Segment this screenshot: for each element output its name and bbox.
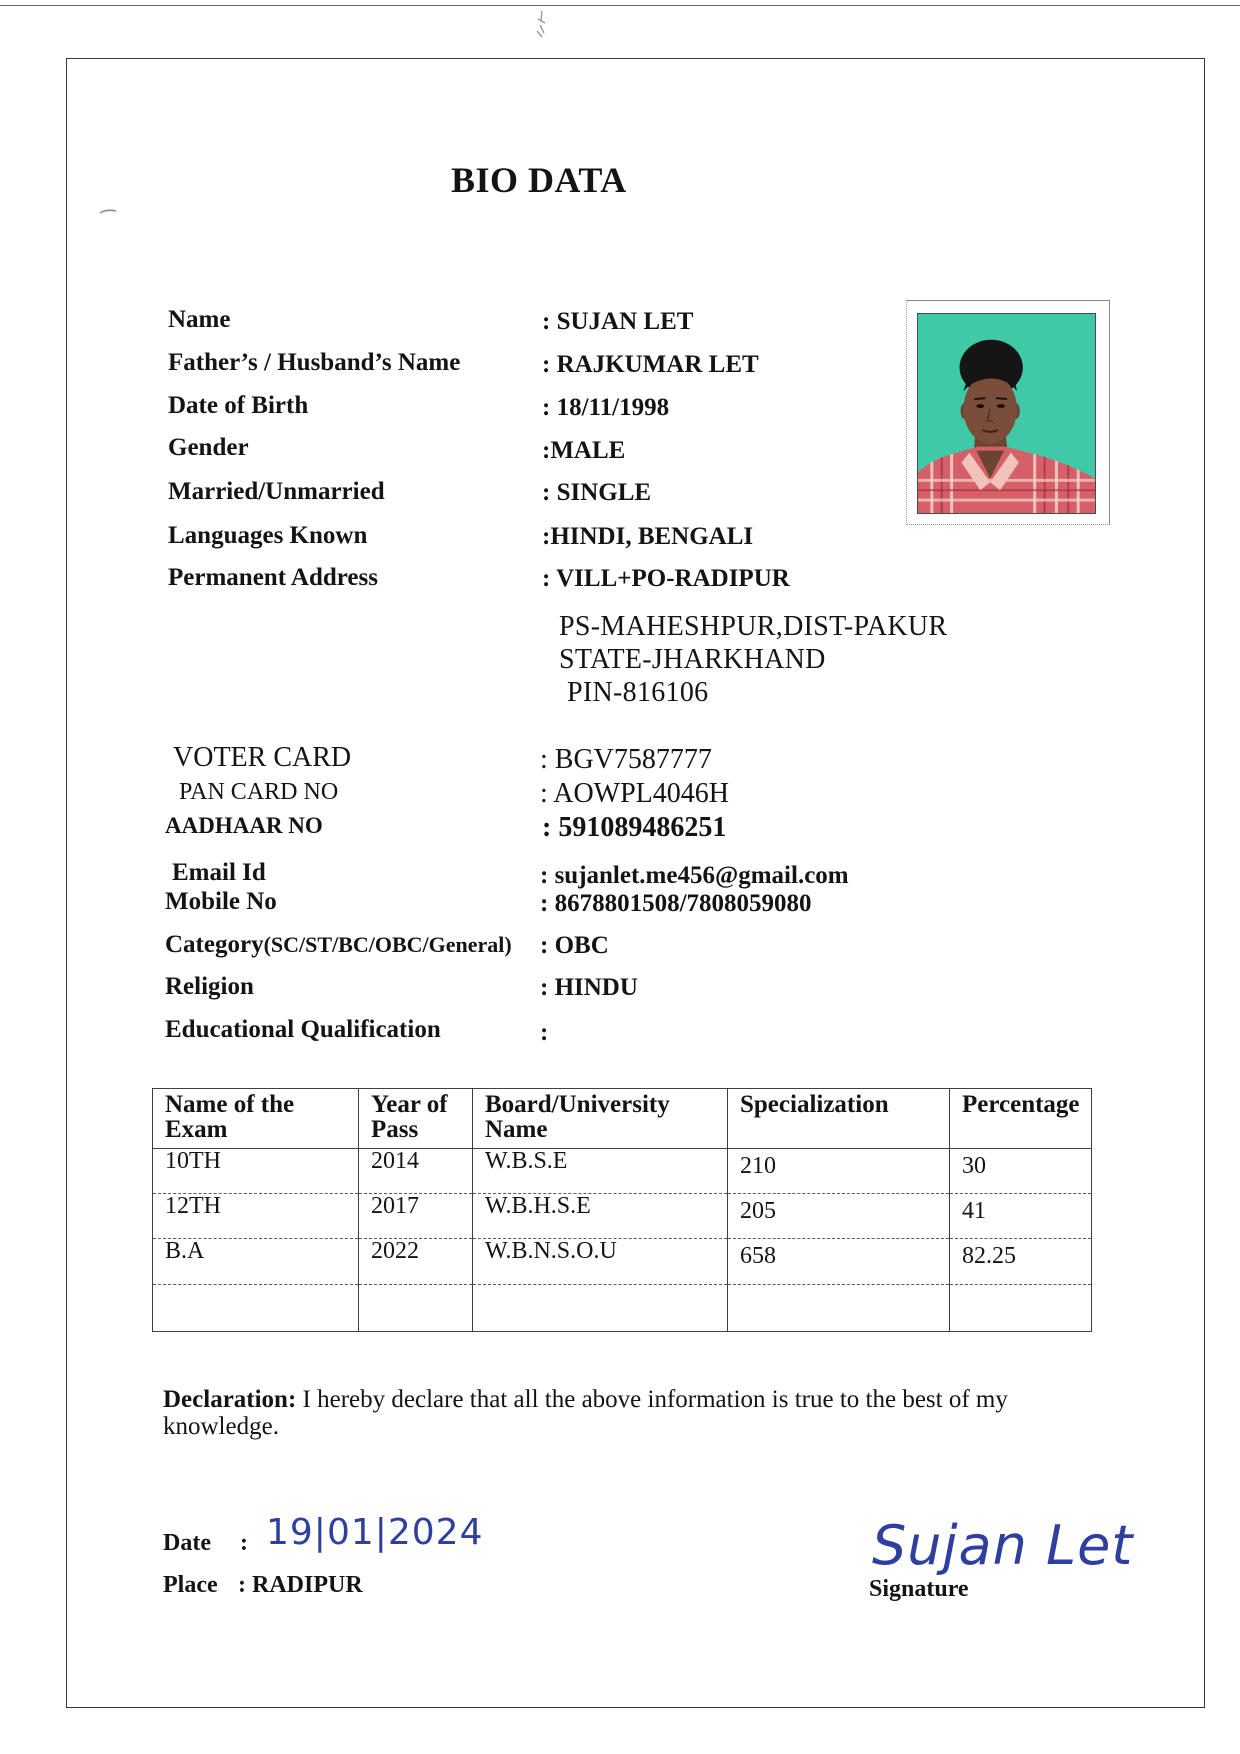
- permanent-address-label: Permanent Address: [168, 564, 378, 591]
- date-label: Date: [163, 1530, 211, 1556]
- address-line: PIN-816106: [567, 677, 709, 708]
- mobile-label: Mobile No: [165, 888, 277, 915]
- father-husband-name-label: Father’s / Husband’s Name: [168, 349, 461, 376]
- table-cell: 30: [950, 1149, 1092, 1194]
- category-label-text: Category: [165, 931, 264, 958]
- religion-value: : HINDU: [540, 974, 638, 1001]
- table-row: [153, 1194, 1092, 1239]
- header-line: Year of: [371, 1091, 448, 1118]
- table-cell-empty: [473, 1285, 728, 1332]
- place-label: Place: [163, 1572, 218, 1598]
- date-of-birth-value: : 18/11/1998: [542, 394, 670, 421]
- table-row: [153, 1239, 1092, 1285]
- declaration-label: Declaration:: [163, 1386, 297, 1413]
- header-line: Pass: [371, 1116, 419, 1143]
- table-cell: 2014: [359, 1149, 473, 1194]
- table-cell-empty: [728, 1285, 950, 1332]
- header-line: Name of the: [165, 1091, 295, 1118]
- gender-value: :MALE: [542, 437, 626, 464]
- table-cell: W.B.N.S.O.U: [473, 1239, 728, 1285]
- table-cell: 2017: [359, 1194, 473, 1239]
- voter-card-label: VOTER CARD: [173, 742, 352, 773]
- declaration: [163, 1386, 1033, 1440]
- table-cell: 10TH: [153, 1149, 359, 1194]
- staple-mark: [532, 9, 552, 41]
- table-cell: 41: [950, 1194, 1092, 1239]
- category-label-note: (SC/ST/BC/OBC/General): [263, 932, 512, 957]
- table-header-cell: [153, 1089, 359, 1149]
- educational-qualification-value: :: [540, 1019, 549, 1046]
- page-title: BIO DATA: [451, 160, 627, 200]
- name-label: Name: [168, 306, 231, 333]
- aadhaar-label: AADHAAR NO: [165, 813, 323, 838]
- table-cell-empty: [359, 1285, 473, 1332]
- table-cell: 12TH: [153, 1194, 359, 1239]
- table-header-cell: [728, 1089, 950, 1149]
- name-value: : SUJAN LET: [542, 308, 694, 335]
- table-cell: 658: [728, 1239, 950, 1285]
- header-line: Exam: [165, 1116, 228, 1143]
- gender-label: Gender: [168, 434, 249, 461]
- header-line: Board/University: [485, 1091, 670, 1118]
- religion-label: Religion: [165, 973, 254, 1000]
- languages-known-label: Languages Known: [168, 522, 368, 549]
- signature-label: Signature: [869, 1576, 969, 1602]
- mobile-value: : 8678801508/7808059080: [540, 890, 812, 917]
- aadhaar-value: : 591089486251: [542, 812, 727, 843]
- handwritten-date: 19|01|2024: [266, 1512, 484, 1553]
- marital-status-value: : SINGLE: [542, 479, 652, 506]
- email-label: Email Id: [172, 859, 266, 886]
- father-husband-name-value: : RAJKUMAR LET: [542, 351, 759, 378]
- scan-edge-line: [0, 5, 1240, 6]
- date-of-birth-label: Date of Birth: [168, 392, 309, 419]
- table-header-cell: [473, 1089, 728, 1149]
- email-value: : sujanlet.me456@gmail.com: [540, 862, 849, 889]
- table-header-cell: [359, 1089, 473, 1149]
- table-cell: W.B.H.S.E: [473, 1194, 728, 1239]
- table-cell: 2022: [359, 1239, 473, 1285]
- place-value: : RADIPUR: [238, 1572, 363, 1598]
- education-table: [152, 1088, 1092, 1332]
- table-cell-empty: [153, 1285, 359, 1332]
- pan-card-value: : AOWPL4046H: [540, 778, 729, 809]
- table-header-row: [153, 1089, 1092, 1149]
- address-line: PS-MAHESHPUR,DIST-PAKUR: [559, 611, 948, 642]
- pan-card-label: PAN CARD NO: [179, 779, 339, 805]
- header-line: Percentage: [962, 1091, 1080, 1118]
- voter-card-value: : BGV7587777: [540, 744, 712, 775]
- table-cell: W.B.S.E: [473, 1149, 728, 1194]
- table-cell: 82.25: [950, 1239, 1092, 1285]
- declaration-text: I hereby declare that all the above information is true to the best of my knowledge.: [163, 1386, 1008, 1440]
- marital-status-label: Married/Unmarried: [168, 478, 385, 505]
- table-cell-empty: [950, 1285, 1092, 1332]
- header-line: Name: [485, 1116, 548, 1143]
- address-line: STATE-JHARKHAND: [559, 644, 826, 675]
- table-cell: B.A: [153, 1239, 359, 1285]
- table-row-empty: [153, 1285, 1092, 1332]
- header-line: Specialization: [740, 1091, 889, 1118]
- passport-photo: [917, 313, 1096, 514]
- category-value: : OBC: [540, 932, 609, 959]
- applicant-photo: [906, 300, 1110, 525]
- table-row: [153, 1149, 1092, 1194]
- date-colon: :: [240, 1530, 248, 1556]
- languages-known-value: :HINDI, BENGALI: [542, 523, 754, 550]
- table-header-cell: [950, 1089, 1092, 1149]
- handwritten-signature: Sujan Let: [872, 1514, 1134, 1577]
- table-cell: 210: [728, 1149, 950, 1194]
- table-cell: 205: [728, 1194, 950, 1239]
- permanent-address-value: : VILL+PO-RADIPUR: [542, 565, 790, 592]
- category-label: [165, 932, 512, 957]
- educational-qualification-label: Educational Qualification: [165, 1016, 441, 1043]
